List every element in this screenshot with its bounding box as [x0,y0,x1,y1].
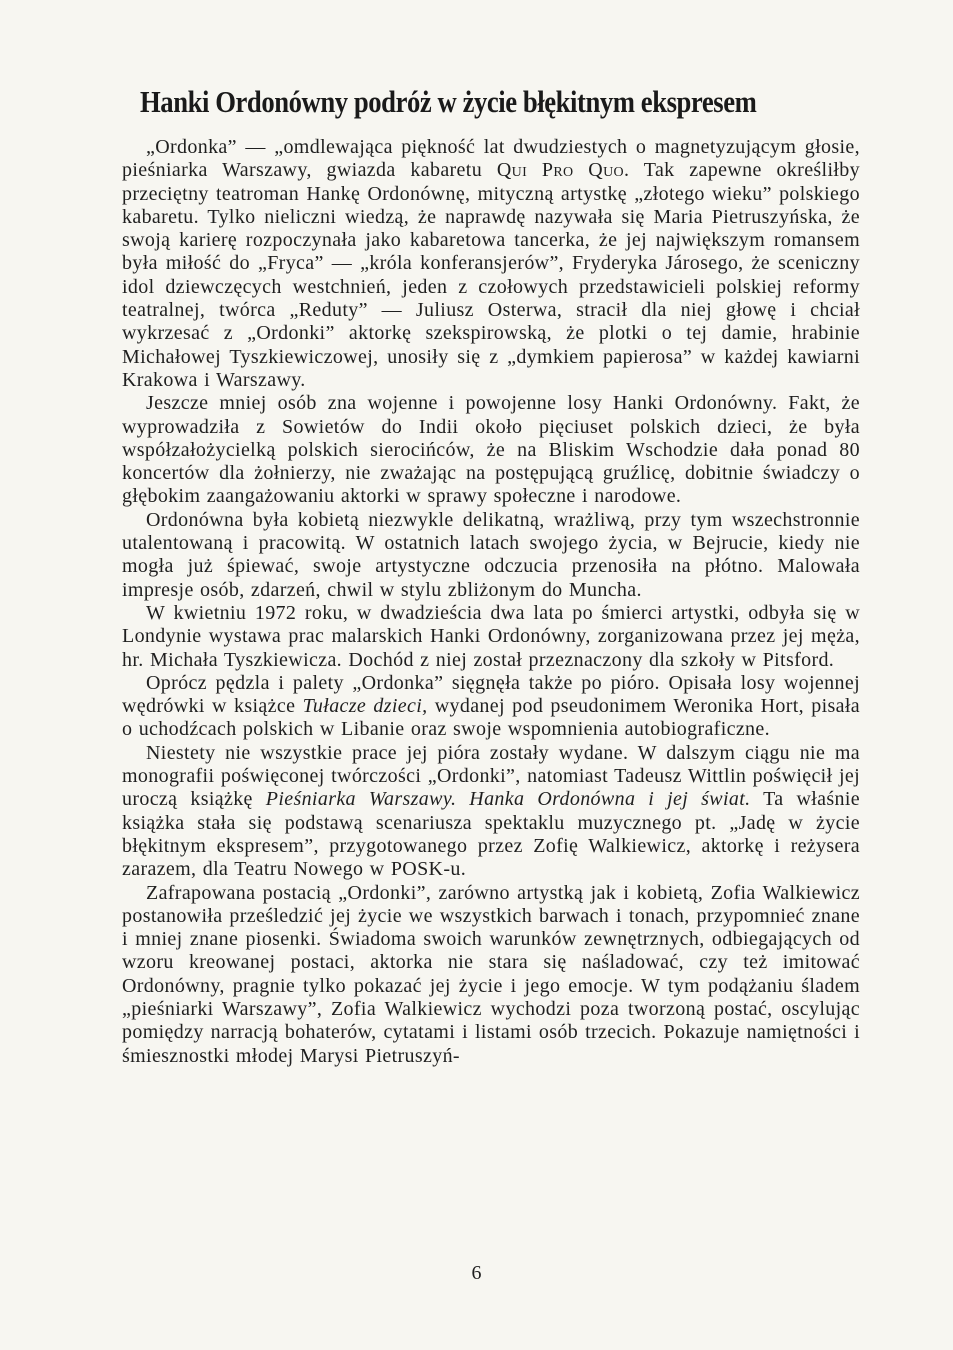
text-run: Zafrapowana postacią „Ordonki”, zarówno artystką jak i kobietą, Zofia Walkiewicz postanowiła prześledzić jej życie we wszystkich barwach i tonach, przypomnieć znane i mniej znane piosenki. Świadoma swoich warunków zewnętrznych, odbiegających od wzoru kreowanej postaci, aktorka nie stara się naśladować, czy też imitować Ordonówny, pragnie tylko pokazać jej życie i jego emocje. W tym podążaniu śladem „pieśniarki Warszawy”, Zofia Walkiewicz wychodzi poza tworzoną postać, oscylując pomiędzy narracją bohaterów, cytatami i listami osób trzecich. Pokazuje namiętności i śmiesznostki młodej Marysi Pietruszyń- [122,881,860,1067]
paragraph [122,672,860,742]
text-run: Oprócz pędzla i palety „Ordonka” sięgnęła także po pióro. Opisała losy wojennej wędrówki w książce [122,671,860,718]
text-run: „Ordonka” — „omdlewająca piękność lat dwudziestych o magnetyzującym głosie, pieśniarka Warszawy, gwiazda kabaretu [122,136,860,182]
text-run: . Tak zapewne określiłby przeciętny teatroman Hankę Ordonównę, mityczną artystkę „złotego wieku” polskiego kabaretu. Tylko nieliczni wiedzą, że naprawdę nazywała się Maria Pietruszyńska, że swoją karierę rozpoczynała jako kabaretowa tancerka, że jej największym romansem była miłość do „Fryca” — „króla konferansjerów”, Fryderyka Járosego, że sceniczny idol dziewczęcych westchnień, jeden z czołowych przedstawicieli polskiej reformy teatralnej, twórca „Reduty” — Juliusz Osterwa, stracił dla niej głowę i chciał wykrzesać z „Ordonki” aktorkę szekspirowską, że plotki o tej damie, hrabinie Michałowej Tyszkiewiczowej, unosiły się z „dymkiem papierosa” w każdej kawiarni Krakowa i Warszawy. [122,159,860,391]
paragraph [122,509,860,602]
text-run: Ta właśnie książka stała się podstawą scenariusza spektaklu muzycznego pt. „Jadę w życie błękitnym ekspresem”, przygotowanego przez Zofię Walkiewicz, aktorkę i reżysera zarazem, dla Teatru Nowego w POSK-u. [122,788,861,881]
text-run: Jeszcze mniej osób zna wojenne i powojenne losy Hanki Ordonówny. Fakt, że wyprowadziła z Sowietów do Indii około pięciuset polskich dzieci, że była współzałożycielką polskich sierocińców, że na Bliskim Wschodzie dała ponad 80 koncertów dla żołnierzy, nie zważając na postępującą gruźlicę, dobitnie świadczy o głębokim zaangażowaniu aktorki w sprawy społeczne i narodowe. [122,392,860,508]
small-caps-name: Qui Pro Quo [496,159,624,182]
text-run: W kwietniu 1972 roku, w dwadzieścia dwa lata po śmierci artystki, odbyła się w Londynie wystawa prac malarskich Hanki Ordonówny, zorganizowana przez jej męża, hr. Michała Tyszkiewicza. Dochód z niej został przeznaczony dla szkoły w Pitsford. [122,601,860,671]
paragraph [122,742,860,882]
article-title: Hanki Ordonówny podróż w życie błękitnym ekspresem [140,84,757,119]
paragraph [122,882,860,1068]
paragraph [122,136,860,392]
article-body [122,136,860,1068]
italic-title: Tułacze dzieci, [302,695,428,718]
paragraph [122,602,860,672]
text-run: Ordonówna była kobietą niezwykle delikatną, wrażliwą, przy tym wszechstronnie utalentowaną i pracowitą. W ostatnich latach swojego życia, w Bejrucie, kiedy nie mogła już śpiewać, swoje artystyczne odczucia przenosiła na płótno. Malowała impresje osób, zdarzeń, chwil w stylu zbliżonym do Muncha. [122,508,860,601]
text-run: Niestety nie wszystkie prace jej pióra zostały wydane. W dalszym ciągu nie ma monografii poświęconej twórczości „Ordonki”, natomiast Tadeusz Wittlin poświęcił jej uroczą książkę [122,741,860,811]
paragraph [122,392,860,508]
italic-title: Pieśniarka Warszawy. Hanka Ordonówna i jej świat. [265,788,751,811]
text-run: wydanej pod pseudonimem Weronika Hort, pisała o uchodźcach polskich w Libanie oraz swoje wspomnienia autobiograficzne. [122,695,861,741]
page-number: 6 [471,1262,482,1284]
